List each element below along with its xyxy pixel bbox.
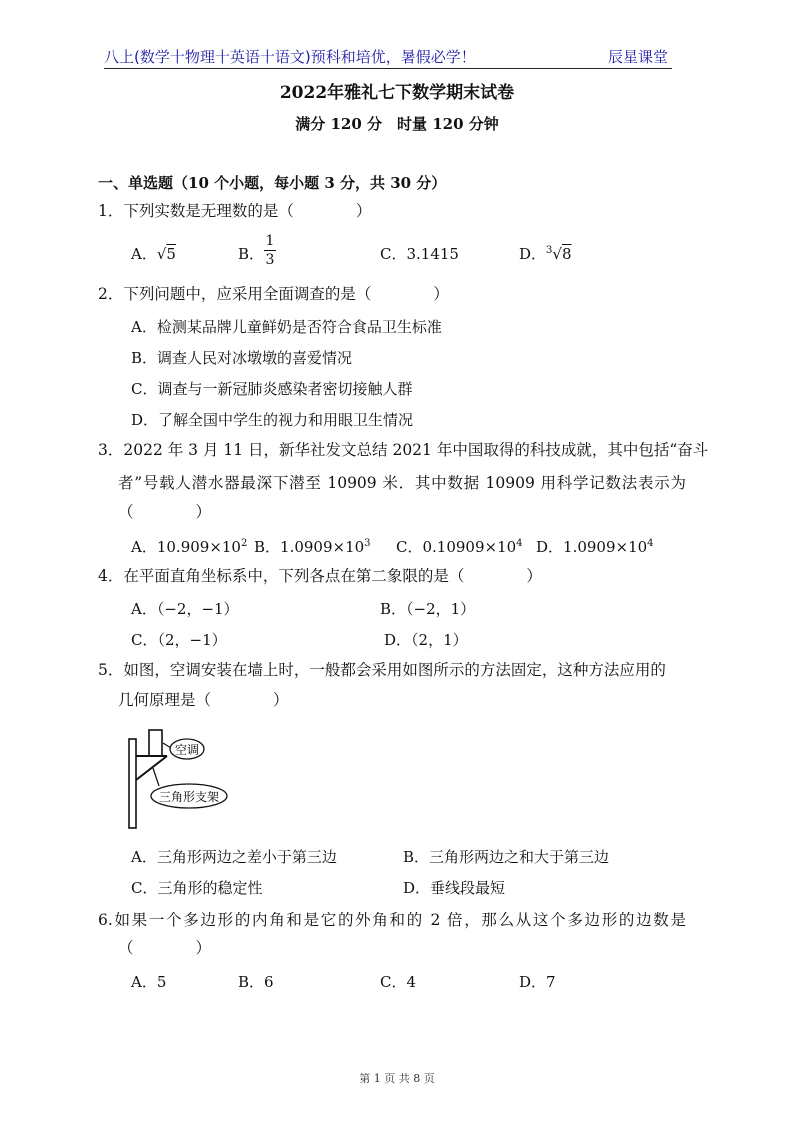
q6-option-a: A．5 — [131, 973, 167, 991]
q3-option-d — [536, 536, 654, 557]
q3-d-exponent: 4 — [647, 538, 654, 549]
q3-a-exponent: 2 — [240, 538, 248, 549]
q3-option-c — [396, 536, 523, 557]
q1-a-radicand: 5 — [166, 245, 176, 263]
sqrt-icon: √ — [156, 245, 167, 263]
q5-option-c: C．三角形的稳定性 — [131, 879, 263, 897]
q3-stem-line2: 者”号载人潜水器最深下潜至 10909 米．其中数据 10909 用科学记数法表示为 — [118, 474, 686, 492]
figure-label-air-conditioner: 空调 — [174, 743, 200, 757]
q1-d-root-index: 3 — [546, 245, 553, 256]
q4-stem: 4．在平面直角坐标系中，下列各点在第二象限的是（ ） — [98, 567, 542, 585]
q4-option-c: C．（2，−1） — [131, 631, 227, 649]
q4-option-b: B．（−2，1） — [380, 600, 476, 618]
q1-option-d — [519, 243, 572, 264]
q5-option-b: B．三角形两边之和大于第三边 — [403, 848, 610, 866]
page-header — [104, 46, 672, 69]
q5-stem-line2: 几何原理是（ ） — [118, 691, 289, 709]
q1-option-c: C．3.1415 — [380, 245, 459, 263]
q2-option-b: B．调查人民对冰墩墩的喜爱情况 — [131, 349, 353, 367]
q3-d-text: D．1.0909×10 — [536, 538, 648, 556]
air-conditioner-bracket-figure — [125, 728, 265, 832]
q6-option-b: B．6 — [238, 973, 274, 991]
q2-option-a: A．检测某品牌儿童鲜奶是否符合食品卫生标准 — [131, 318, 442, 336]
bracket-diagonal-bar — [136, 756, 167, 780]
header-right-text: 辰星课堂 — [607, 48, 668, 66]
q5-option-d: D．垂线段最短 — [403, 879, 506, 897]
q1-b-numerator: 1 — [265, 233, 275, 249]
fraction-bar — [264, 250, 276, 251]
q3-option-b — [254, 536, 371, 557]
q1-b-fraction — [264, 233, 276, 268]
q6-stem-line1: 6.如果一个多边形的内角和是它的外角和的 2 倍，那么从这个多边形的边数是 — [98, 911, 686, 929]
q5-option-a: A．三角形两边之差小于第三边 — [131, 848, 337, 866]
q5-stem-line1: 5．如图，空调安装在墙上时，一般都会采用如图所示的方法固定，这种方法应用的 — [98, 661, 666, 679]
air-conditioner-shape — [149, 730, 162, 756]
cube-root-icon: √ — [552, 245, 562, 263]
exam-subtitle: 满分 120 分 时量 120 分钟 — [295, 115, 499, 133]
wall-shape — [129, 739, 136, 828]
q3-a-text: A．10.909×10 — [131, 538, 241, 556]
q1-stem: 1．下列实数是无理数的是（ ） — [98, 202, 372, 220]
q2-option-c: C．调查与一新冠肺炎感染者密切接触人群 — [131, 380, 413, 398]
section-heading: 一、单选题（10 个小题，每小题 3 分，共 30 分） — [98, 174, 447, 192]
q1-b-label: B． — [238, 245, 265, 263]
q6-option-c: C．4 — [380, 973, 417, 991]
figure-label-bracket: 三角形支架 — [158, 790, 220, 804]
q1-option-a — [131, 243, 176, 264]
q2-option-d: D．了解全国中学生的视力和用眼卫生情况 — [131, 411, 414, 429]
page-footer: 第 1 页 共 8 页 — [359, 1072, 435, 1085]
q1-b-denominator: 3 — [265, 252, 275, 268]
q3-c-exponent: 4 — [516, 538, 523, 549]
q1-d-label: D． — [519, 245, 547, 263]
label-pointer-2 — [153, 768, 159, 786]
q3-option-a — [131, 536, 247, 557]
q6-stem-line2: （ ） — [118, 939, 212, 957]
q3-stem-line1: 3．2022 年 3 月 11 日，新华社发文总结 2021 年中国取得的科技成就，其中包括“奋斗 — [98, 441, 709, 459]
q4-option-d: D．（2，1） — [384, 631, 468, 649]
q4-option-a: A．（−2，−1） — [131, 600, 239, 618]
q3-c-text: C．0.10909×10 — [396, 538, 517, 556]
q1-d-radicand: 8 — [561, 245, 572, 263]
q6-option-d: D．7 — [519, 973, 556, 991]
q3-b-text: B．1.0909×10 — [254, 538, 365, 556]
exam-title: 2022年雅礼七下数学期末试卷 — [279, 83, 515, 103]
q3-stem-line3: （ ） — [118, 503, 212, 521]
q1-a-label: A． — [131, 245, 157, 263]
q3-b-exponent: 3 — [364, 538, 371, 549]
header-left-text: 八上(数学十物理十英语十语文)预科和培优，暑假必学！ — [104, 48, 476, 66]
q2-stem: 2．下列问题中，应采用全面调查的是（ ） — [98, 285, 449, 303]
